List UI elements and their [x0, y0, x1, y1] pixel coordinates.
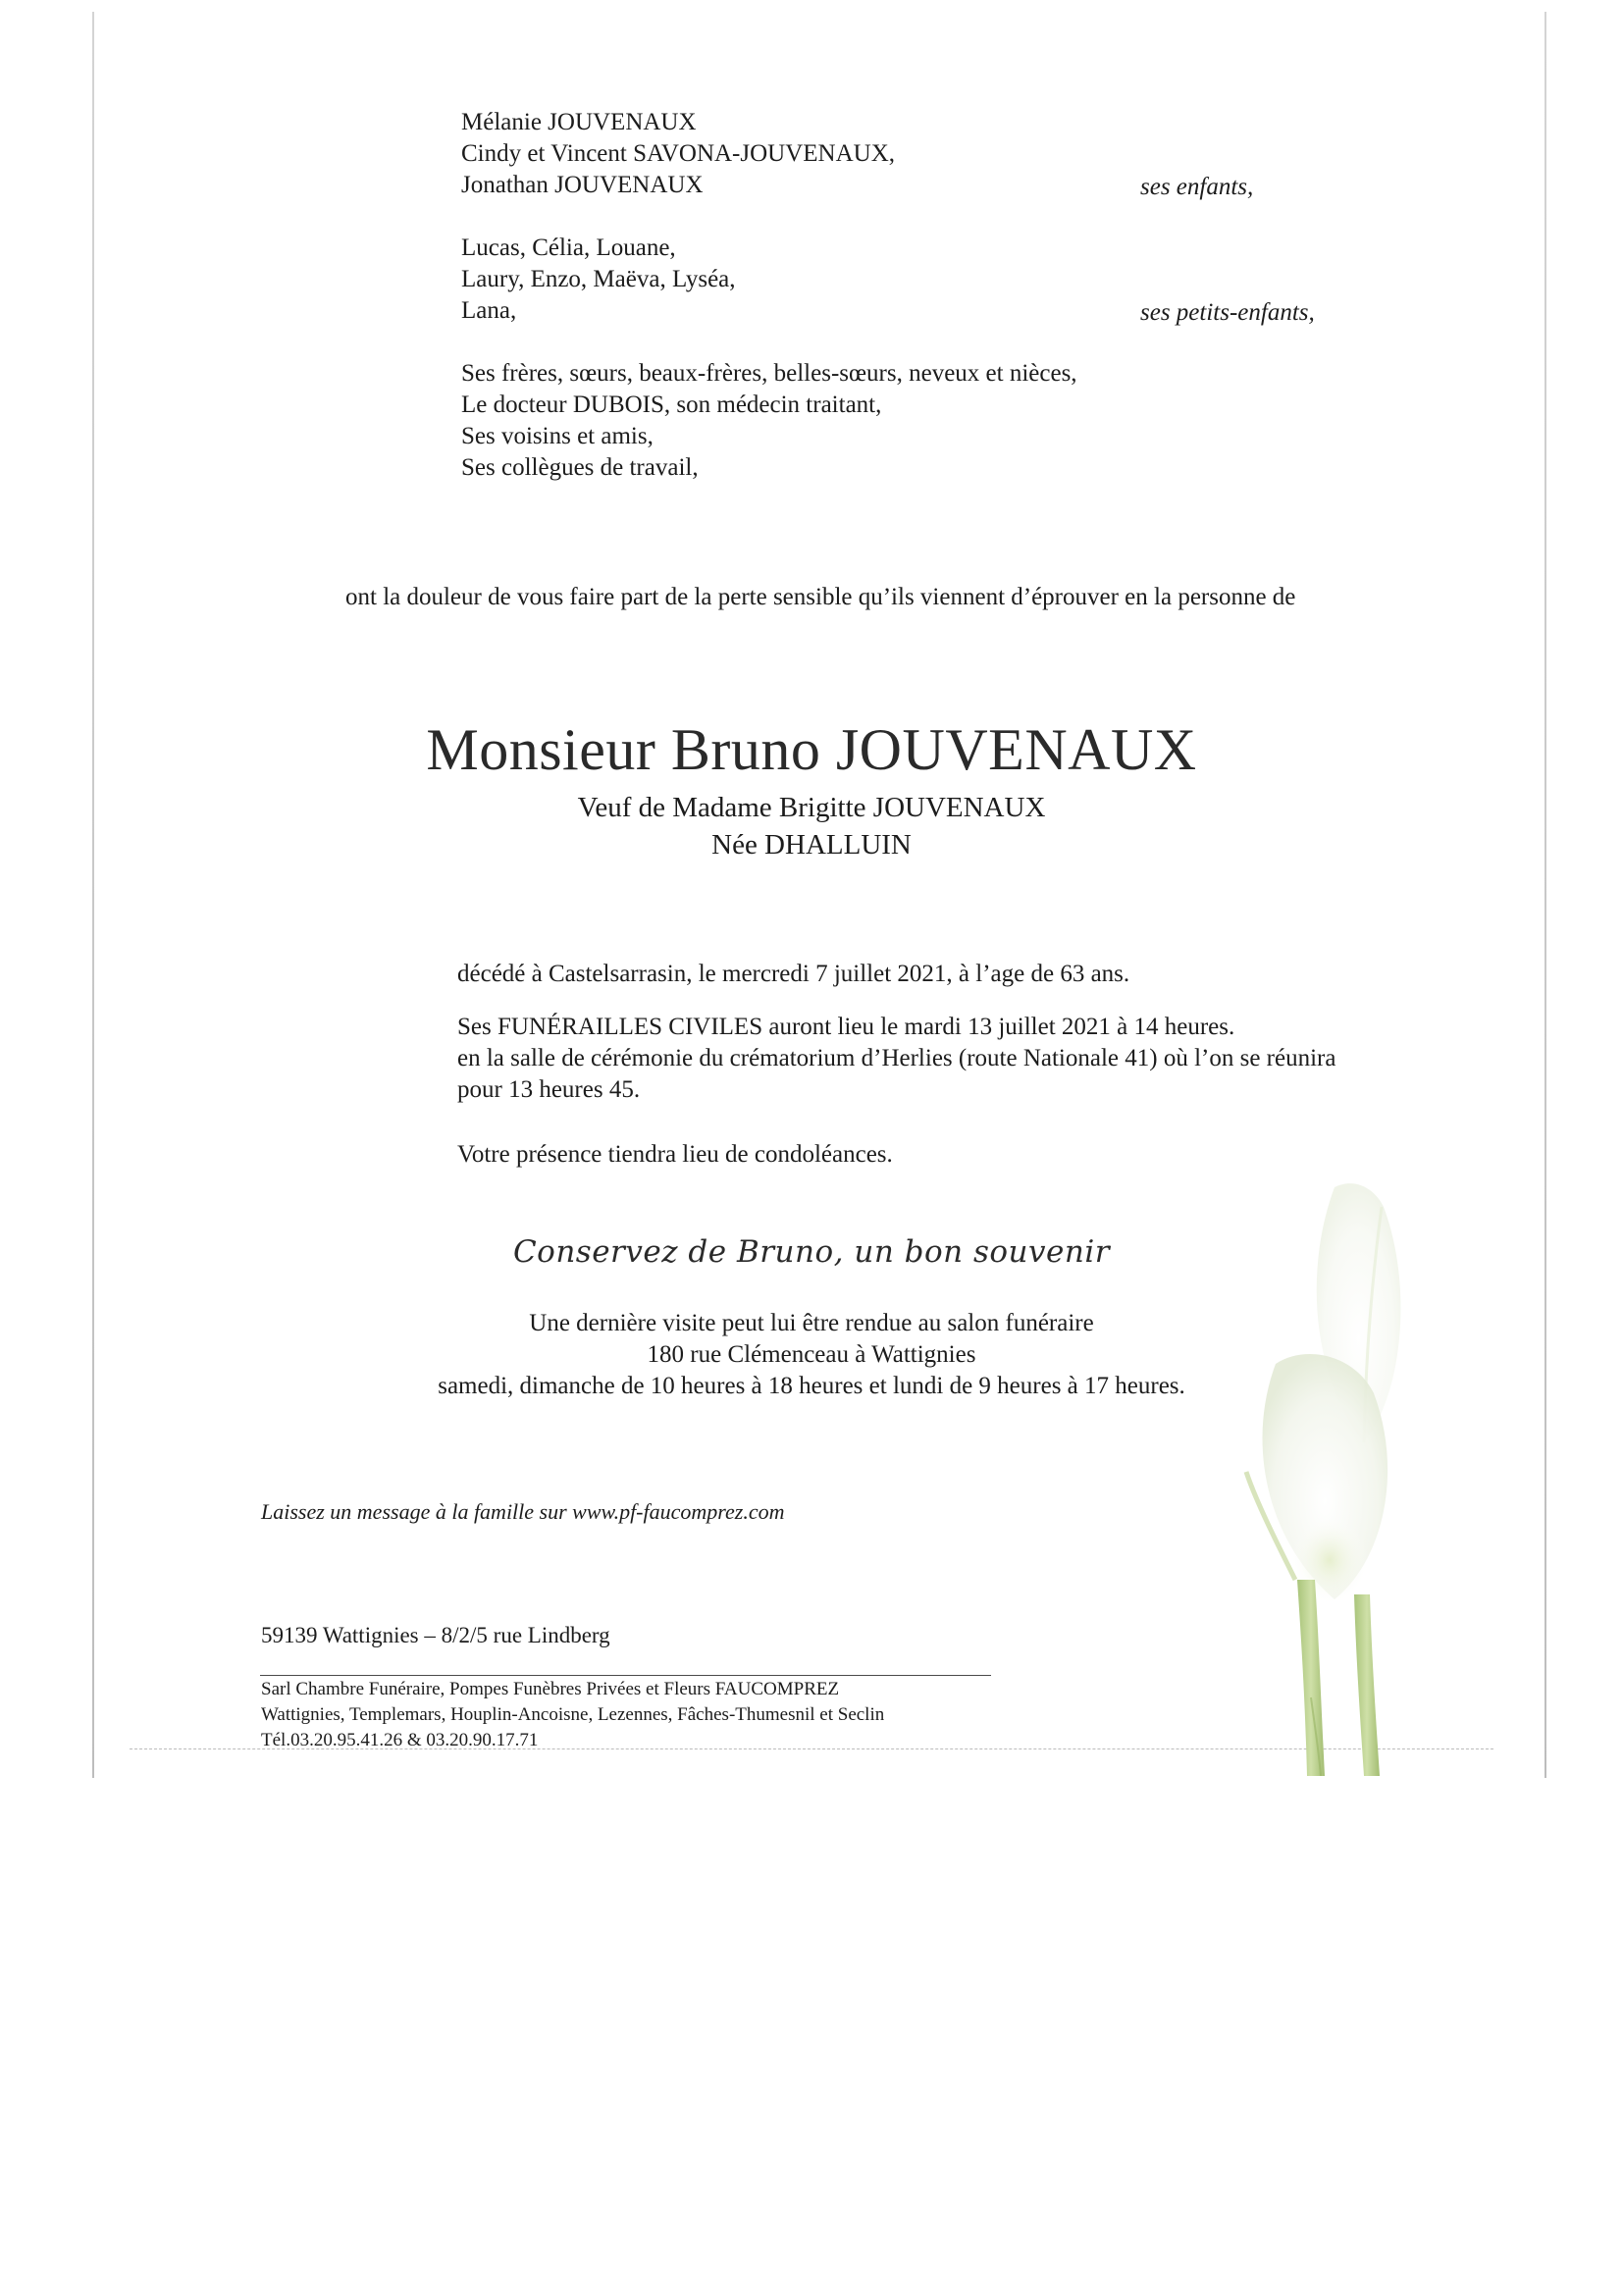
relatives-line: Ses collègues de travail, [461, 454, 699, 481]
visit-line: 180 rue Clémenceau à Wattignies [647, 1341, 976, 1368]
grandchild-names: Laury, Enzo, Maëva, Lyséa, [461, 266, 736, 292]
visit-line: Une dernière visite peut lui être rendue au salon funéraire [529, 1310, 1094, 1336]
funeral-line: en la salle de cérémonie du crématorium d’Herlies (route Nationale 41) où l’on se réunira [457, 1045, 1336, 1071]
scan-edge-right [1544, 12, 1546, 1778]
grandchildren-role-label: ses petits-enfants, [1140, 299, 1315, 326]
memory-line: Conservez de Bruno, un bon souvenir [512, 1234, 1111, 1270]
relatives-line: Ses frères, sœurs, beaux-frères, belles-sœurs, neveux et nièces, [461, 360, 1077, 387]
relatives-line: Ses voisins et amis, [461, 423, 654, 449]
company-locations: Wattignies, Templemars, Houplin-Ancoisne, Lezennes, Fâches-Thumesnil et Seclin [261, 1704, 885, 1725]
condolences-note: Votre présence tiendra lieu de condoléances. [457, 1141, 893, 1168]
child-name: Cindy et Vincent SAVONA-JOUVENAUX, [461, 140, 896, 167]
funeral-line: pour 13 heures 45. [457, 1076, 641, 1103]
death-notice: décédé à Castelsarrasin, le mercredi 7 juillet 2021, à l’age de 63 ans. [457, 961, 1130, 987]
company-line: Sarl Chambre Funéraire, Pompes Funèbres Privées et Fleurs FAUCOMPREZ [261, 1679, 840, 1699]
announcement-text: ont la douleur de vous faire part de la perte sensible qu’ils viennent d’éprouver en la personne de [345, 584, 1296, 610]
funeral-line: Ses FUNÉRAILLES CIVILES auront lieu le mardi 13 juillet 2021 à 14 heures. [457, 1014, 1235, 1040]
visit-line: samedi, dimanche de 10 heures à 18 heures et lundi de 9 heures à 17 heures. [438, 1373, 1185, 1399]
child-name: Mélanie JOUVENAUX [461, 109, 697, 135]
grandchild-names: Lucas, Célia, Louane, [461, 235, 676, 261]
children-role-label: ses enfants, [1140, 174, 1254, 200]
relatives-line: Le docteur DUBOIS, son médecin traitant, [461, 391, 882, 418]
footer-divider [260, 1675, 991, 1676]
scan-edge-left [92, 12, 94, 1778]
address-line: 59139 Wattignies – 8/2/5 rue Lindberg [261, 1623, 610, 1647]
company-phone: Tél.03.20.95.41.26 & 03.20.90.17.71 [261, 1730, 539, 1750]
maiden-name-line: Née DHALLUIN [711, 829, 912, 861]
widower-line: Veuf de Madame Brigitte JOUVENAUX [577, 792, 1046, 823]
child-name: Jonathan JOUVENAUX [461, 172, 704, 198]
deceased-name: Monsieur Bruno JOUVENAUX [426, 717, 1197, 782]
grandchild-names: Lana, [461, 297, 517, 324]
online-message-note: Laissez un message à la famille sur www.pf-faucomprez.com [261, 1499, 785, 1524]
